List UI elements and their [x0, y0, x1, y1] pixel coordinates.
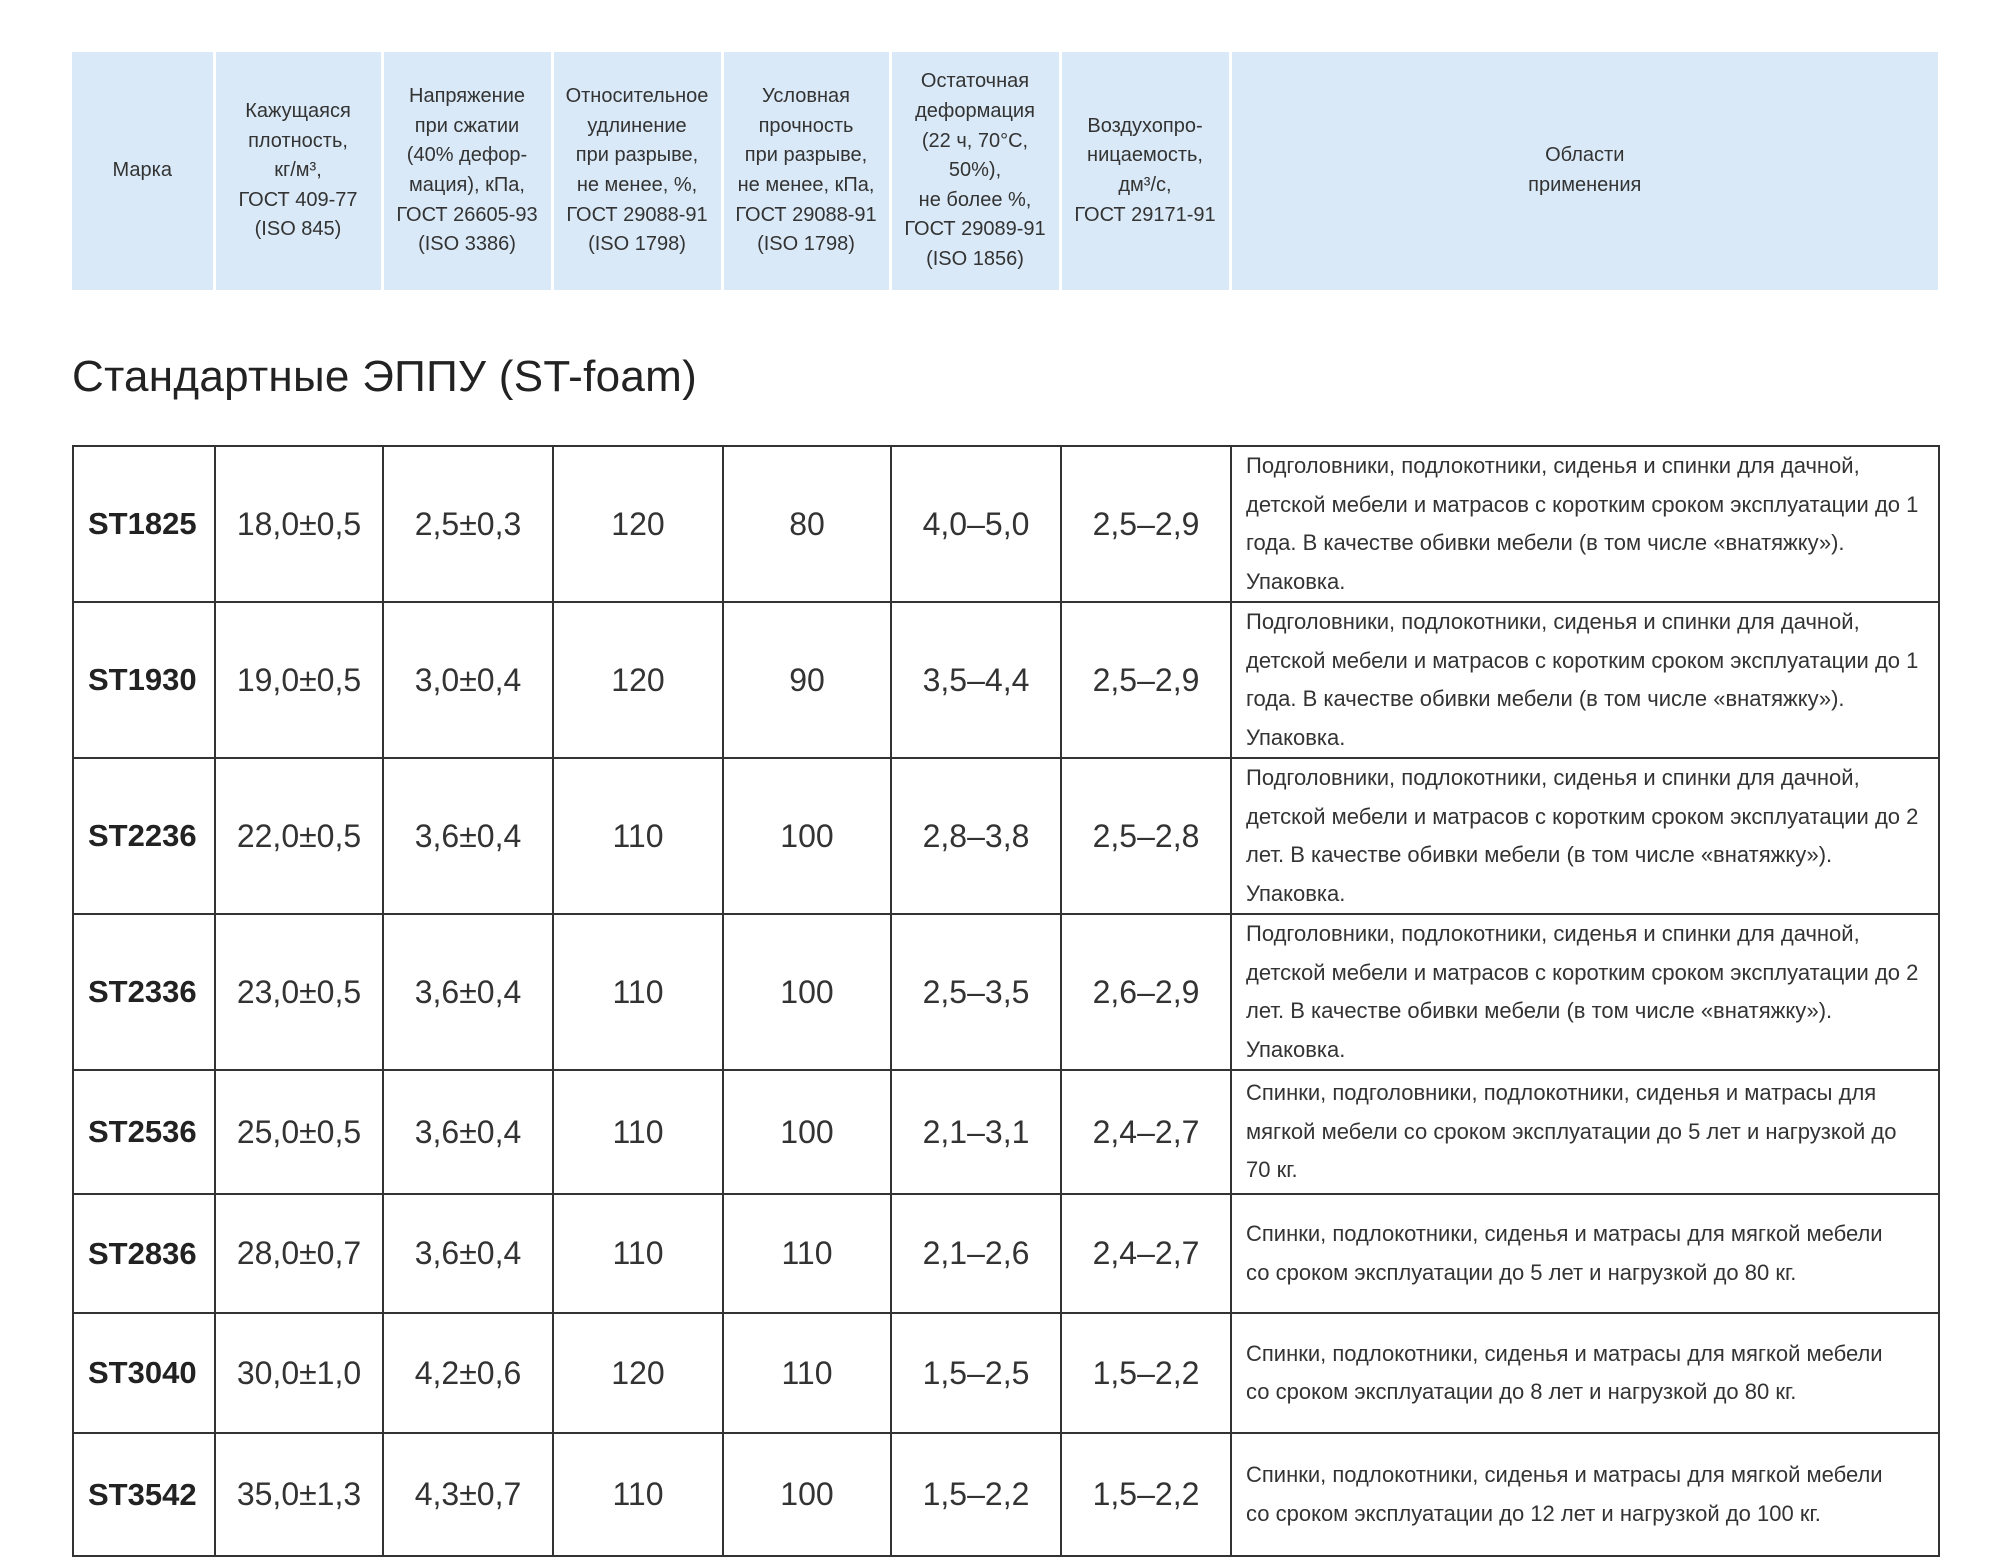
table-row: [73, 1070, 1939, 1194]
elongation-cell: 110: [553, 1433, 723, 1556]
header-deformation-label: Остаточная деформация (22 ч, 70°С, 50%), не более %, ГОСТ 29089-91 (ISO 1856): [904, 70, 1046, 270]
strength-cell: 100: [723, 758, 891, 914]
strength-cell: 90: [723, 602, 891, 758]
strength-cell: 100: [723, 1070, 891, 1194]
stress-cell: 3,6±0,4: [383, 914, 553, 1070]
apps-cell: Спинки, подлокотники, сиденья и матрасы для мягкой мебели со сроком эксплуатации до 8 лет и нагрузкой до 80 кг.: [1231, 1313, 1939, 1433]
header-strength-label: Условная прочность при разрыве, не менее, кПа, ГОСТ 29088-91 (ISO 1798): [735, 85, 877, 256]
table-row: [73, 1194, 1939, 1313]
density-cell: 25,0±0,5: [215, 1070, 383, 1194]
density-cell: 18,0±0,5: [215, 446, 383, 602]
header-air-label: Воздухопро- ницаемость, дм³/с, ГОСТ 29171-91: [1074, 114, 1216, 226]
header-density-label: Кажущаяся плотность, кг/м³, ГОСТ 409-77 (ISO 845): [238, 100, 358, 241]
brand-cell: ST2836: [73, 1194, 215, 1313]
table-row: [73, 446, 1939, 602]
elongation-cell: 120: [553, 446, 723, 602]
table-row: [73, 758, 1939, 914]
apps-cell: Подголовники, подлокотники, сиденья и спинки для дачной, детской мебели и матрасов с коротким сроком эксплуатации до 1 года. В качестве обивки мебели (в том числе «внатяжку»). Упаковка.: [1231, 446, 1939, 602]
apps-cell: Подголовники, подлокотники, сиденья и спинки для дачной, детской мебели и матрасов с коротким сроком эксплуатации до 2 лет. В качестве обивки мебели (в том числе «внатяжку»). Упаковка.: [1231, 758, 1939, 914]
stress-cell: 2,5±0,3: [383, 446, 553, 602]
density-cell: 28,0±0,7: [215, 1194, 383, 1313]
stress-cell: 3,6±0,4: [383, 1070, 553, 1194]
air-cell: 2,5–2,9: [1061, 602, 1231, 758]
header-density: [214, 52, 382, 290]
deformation-cell: 1,5–2,2: [891, 1433, 1061, 1556]
table-row: [73, 1433, 1939, 1556]
brand-cell: ST3542: [73, 1433, 215, 1556]
deformation-cell: 4,0–5,0: [891, 446, 1061, 602]
air-cell: 2,4–2,7: [1061, 1194, 1231, 1313]
density-cell: 22,0±0,5: [215, 758, 383, 914]
header-apps-label: Области применения: [1528, 144, 1642, 196]
stress-cell: 4,3±0,7: [383, 1433, 553, 1556]
strength-cell: 80: [723, 446, 891, 602]
apps-cell: Подголовники, подлокотники, сиденья и спинки для дачной, детской мебели и матрасов с коротким сроком эксплуатации до 1 года. В качестве обивки мебели (в том числе «внатяжку»). Упаковка.: [1231, 602, 1939, 758]
header-brand-label: Марка: [112, 159, 172, 182]
strength-cell: 100: [723, 1433, 891, 1556]
apps-cell: Спинки, подлокотники, сиденья и матрасы для мягкой мебели со сроком эксплуатации до 5 лет и нагрузкой до 80 кг.: [1231, 1194, 1939, 1313]
air-cell: 2,5–2,9: [1061, 446, 1231, 602]
apps-cell: Спинки, подголовники, подлокотники, сиденья и матрасы для мягкой мебели со сроком эксплуатации до 5 лет и нагрузкой до 70 кг.: [1231, 1070, 1939, 1194]
header-strength: [722, 52, 890, 290]
stress-cell: 4,2±0,6: [383, 1313, 553, 1433]
apps-cell: Подголовники, подлокотники, сиденья и спинки для дачной, детской мебели и матрасов с коротким сроком эксплуатации до 2 лет. В качестве обивки мебели (в том числе «внатяжку»). Упаковка.: [1231, 914, 1939, 1070]
air-cell: 2,6–2,9: [1061, 914, 1231, 1070]
header-stress: [382, 52, 552, 290]
density-cell: 30,0±1,0: [215, 1313, 383, 1433]
density-cell: 35,0±1,3: [215, 1433, 383, 1556]
table-row: [73, 1313, 1939, 1433]
section-title: Стандартные ЭППУ (ST-foam): [72, 352, 698, 401]
brand-cell: ST1825: [73, 446, 215, 602]
air-cell: 1,5–2,2: [1061, 1313, 1231, 1433]
stress-cell: 3,6±0,4: [383, 1194, 553, 1313]
brand-cell: ST1930: [73, 602, 215, 758]
strength-cell: 110: [723, 1194, 891, 1313]
header-apps: [1230, 52, 1938, 290]
brand-cell: ST2536: [73, 1070, 215, 1194]
strength-cell: 110: [723, 1313, 891, 1433]
stress-cell: 3,6±0,4: [383, 758, 553, 914]
header-elongation-label: Относительное удлинение при разрыве, не менее, %, ГОСТ 29088-91 (ISO 1798): [565, 85, 709, 256]
elongation-cell: 110: [553, 1070, 723, 1194]
brand-cell: ST2236: [73, 758, 215, 914]
table-row: [73, 602, 1939, 758]
deformation-cell: 2,1–2,6: [891, 1194, 1061, 1313]
foam-table: [72, 445, 1940, 1557]
deformation-cell: 2,1–3,1: [891, 1070, 1061, 1194]
header-elongation: [552, 52, 722, 290]
elongation-cell: 110: [553, 1194, 723, 1313]
apps-cell: Спинки, подлокотники, сиденья и матрасы для мягкой мебели со сроком эксплуатации до 12 лет и нагрузкой до 100 кг.: [1231, 1433, 1939, 1556]
header-brand: [72, 52, 214, 290]
brand-cell: ST2336: [73, 914, 215, 1070]
elongation-cell: 120: [553, 1313, 723, 1433]
header-stress-label: Напряжение при сжатии (40% дефор- мация), кПа, ГОСТ 26605-93 (ISO 3386): [396, 85, 538, 256]
header-air: [1060, 52, 1230, 290]
elongation-cell: 110: [553, 758, 723, 914]
air-cell: 2,4–2,7: [1061, 1070, 1231, 1194]
stress-cell: 3,0±0,4: [383, 602, 553, 758]
air-cell: 1,5–2,2: [1061, 1433, 1231, 1556]
table-row: [73, 914, 1939, 1070]
deformation-cell: 2,8–3,8: [891, 758, 1061, 914]
header-deformation: [890, 52, 1060, 290]
strength-cell: 100: [723, 914, 891, 1070]
deformation-cell: 1,5–2,5: [891, 1313, 1061, 1433]
density-cell: 19,0±0,5: [215, 602, 383, 758]
brand-cell: ST3040: [73, 1313, 215, 1433]
density-cell: 23,0±0,5: [215, 914, 383, 1070]
deformation-cell: 3,5–4,4: [891, 602, 1061, 758]
elongation-cell: 120: [553, 602, 723, 758]
header-row: [72, 52, 1938, 290]
air-cell: 2,5–2,8: [1061, 758, 1231, 914]
header-table: [72, 52, 1938, 290]
deformation-cell: 2,5–3,5: [891, 914, 1061, 1070]
elongation-cell: 110: [553, 914, 723, 1070]
